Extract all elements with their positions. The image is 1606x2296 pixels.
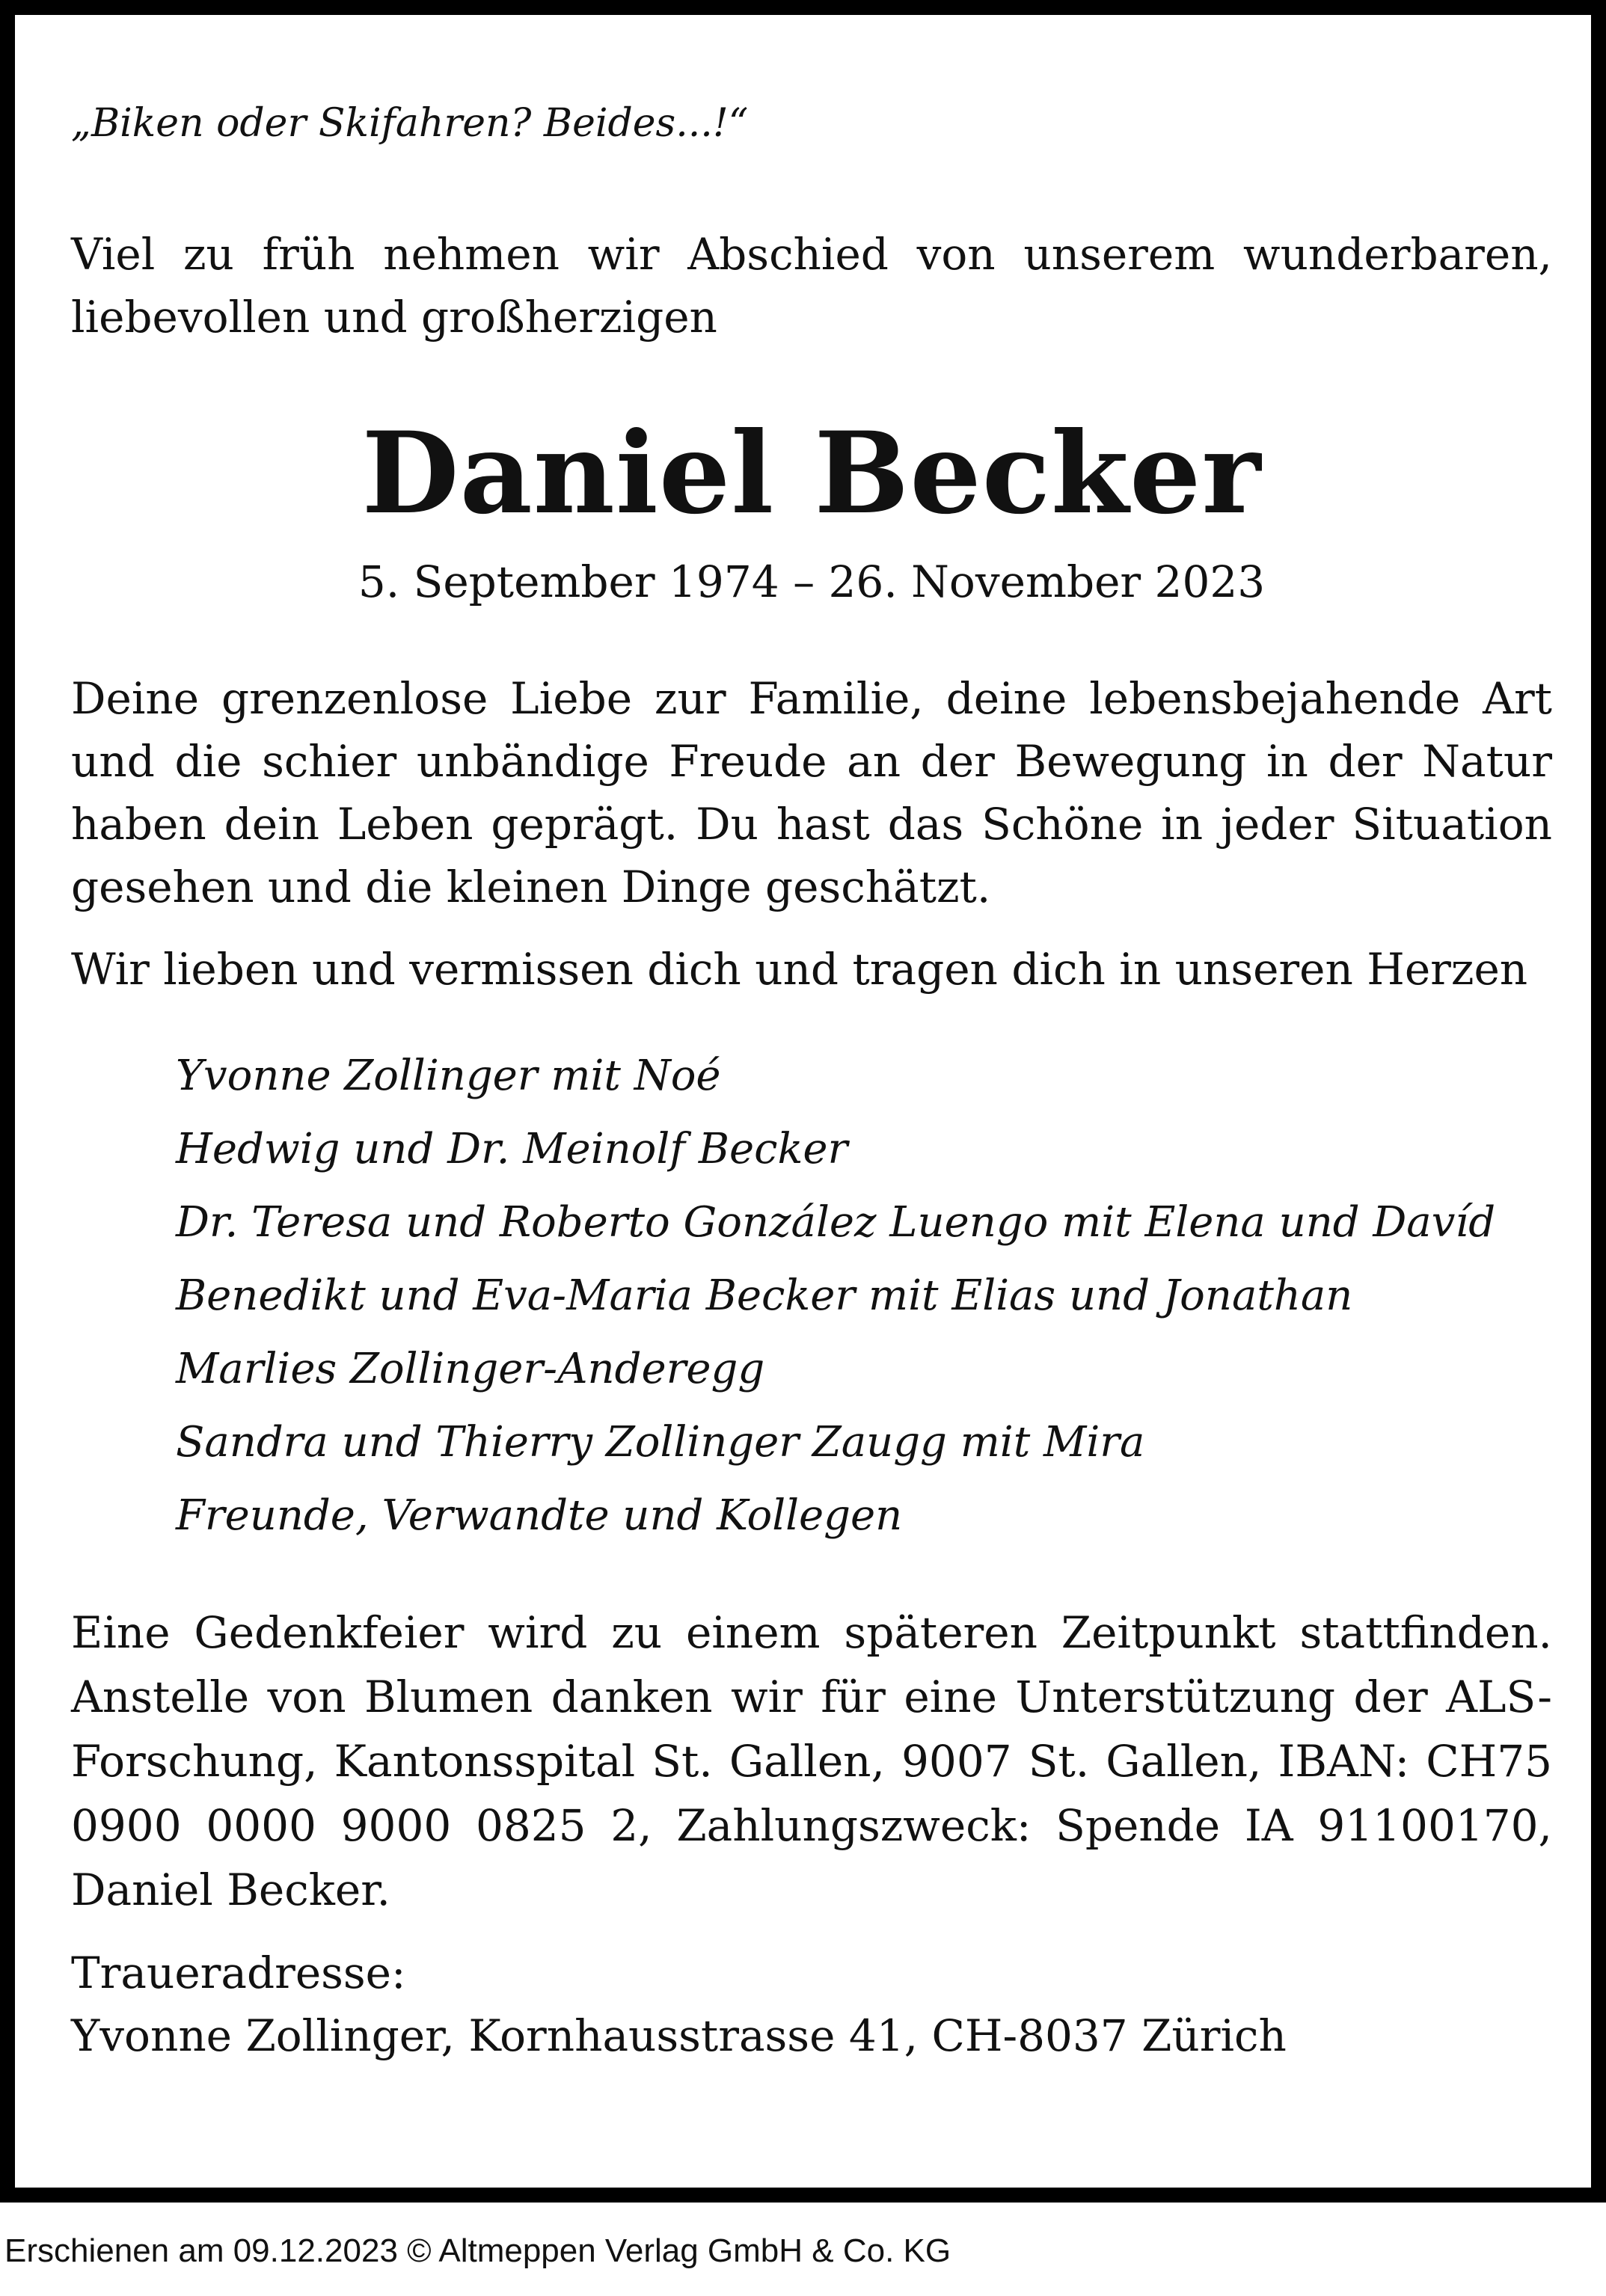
mourning-address: Yvonne Zollinger, Kornhausstrasse 41, CH-8037 Zürich — [71, 2010, 1287, 2061]
mourner-item: Yvonne Zollinger mit Noé — [176, 1052, 721, 1100]
life-dates: 5. September 1974 – 26. November 2023 — [358, 556, 1266, 607]
mourner-item: Marlies Zollinger-Anderegg — [176, 1345, 765, 1393]
mourner-item: Dr. Teresa und Roberto González Luengo mit Elena und Davíd — [176, 1198, 1496, 1247]
mourners-list — [71, 1040, 1552, 1553]
mourner-item: Freunde, Verwandte und Kollegen — [176, 1491, 903, 1540]
love-line: Wir lieben und vermissen dich und tragen dich in unseren Herzen — [71, 944, 1528, 995]
mourner-item: Benedikt und Eva-Maria Becker mit Elias und Jonathan — [176, 1271, 1353, 1320]
motto-quote: „Biken oder Skifahren? Beides...!“ — [71, 101, 749, 146]
publication-footer: Erschienen am 09.12.2023 © Altmeppen Verlag GmbH & Co. KG — [4, 2232, 951, 2269]
memorial-paragraph: Eine Gedenkfeier wird zu einem späteren Zeitpunkt stattfinden. Anstelle von Blumen danken wir für eine Unterstützung der ALS-Forschung, Kantonsspital St. Gallen, 9007 St. Gallen, IBAN: CH75 0900 0000 9000 0825 2, Zahlungszweck: Spende IA 91100170, Daniel Becker. — [71, 1607, 1552, 1915]
mourner-item: Sandra und Thierry Zollinger Zaugg mit Mira — [176, 1418, 1145, 1467]
address-label: Traueradresse: — [71, 1947, 406, 1998]
mourner-item: Hedwig und Dr. Meinolf Becker — [176, 1125, 848, 1173]
tribute-paragraph: Deine grenzenlose Liebe zur Familie, deine lebensbejahende Art und die schier unbändige Freude an der Bewegung in der Natur haben dein Leben geprägt. Du hast das Schöne in jeder Situation gesehen und die kleinen Dinge geschätzt. — [71, 673, 1552, 912]
obituary-content — [71, 96, 1552, 2067]
deceased-name: Daniel Becker — [361, 408, 1262, 539]
intro-paragraph: Viel zu früh nehmen wir Abschied von unserem wunderbaren, liebevollen und großherzigen — [71, 229, 1552, 343]
